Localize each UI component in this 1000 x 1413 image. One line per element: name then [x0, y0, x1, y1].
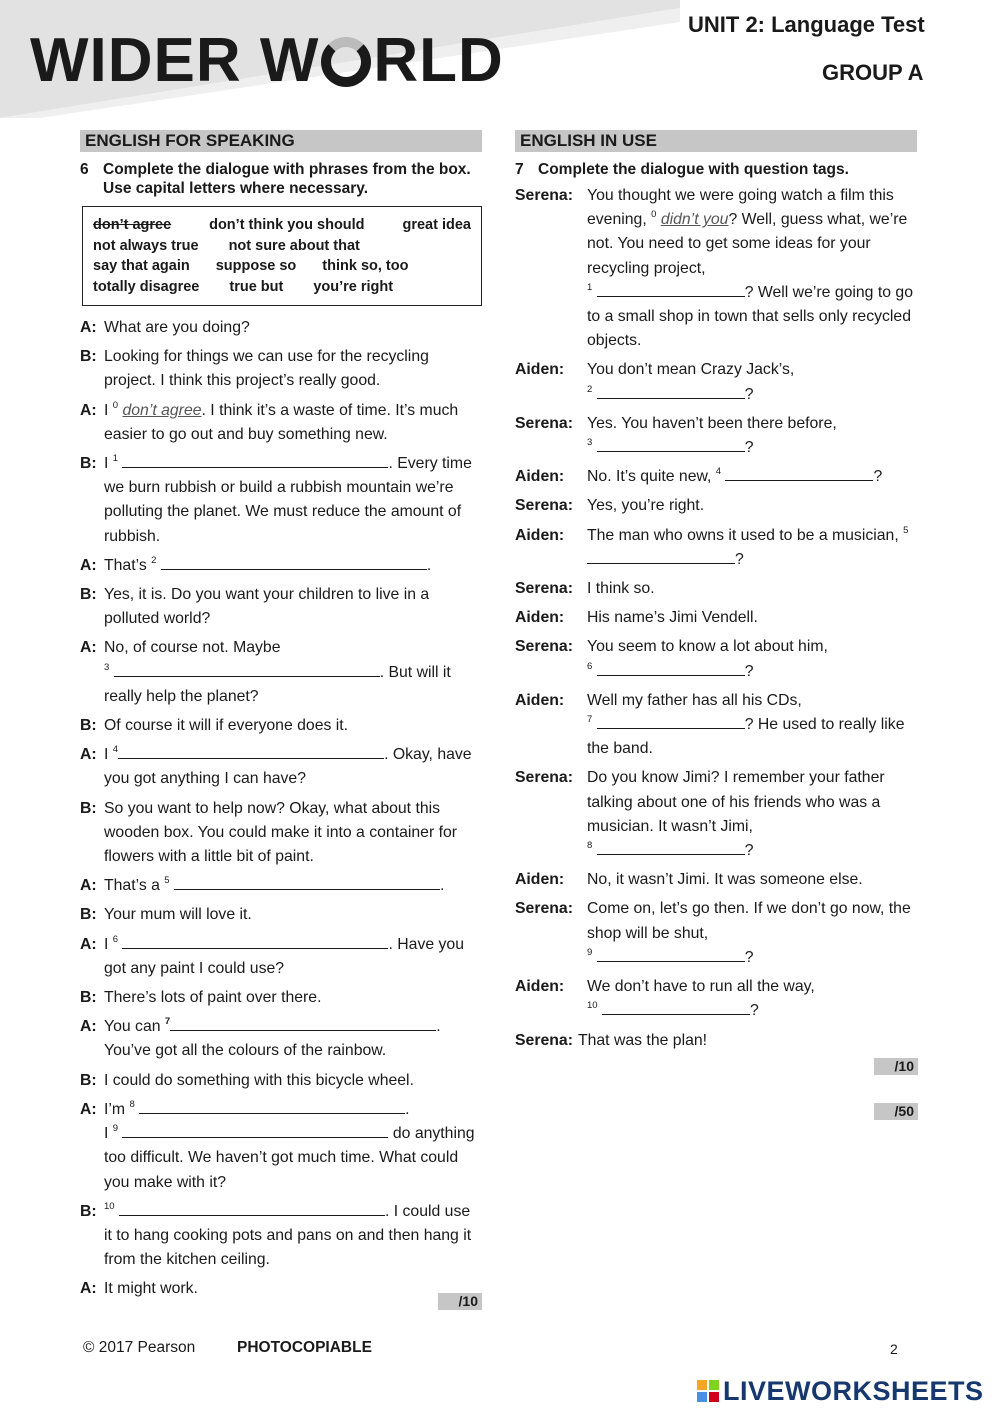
gap-number: 1 — [112, 453, 119, 465]
gap-number: 9 — [587, 946, 593, 958]
gap-number: 6 — [112, 933, 119, 945]
phrase-item: don’t agree — [93, 217, 172, 233]
section-title: ENGLISH IN USE — [515, 130, 917, 152]
phrase-item: totally disagree — [93, 278, 200, 295]
gap-number: 2 — [587, 383, 593, 395]
line-text: . I could use it to hang cooking pots and pans on and then hang it from the kitchen ceiling. — [104, 1202, 472, 1269]
line-text: I — [104, 1125, 109, 1143]
line-text: You can — [104, 1018, 161, 1036]
line-text: Come on, let’s go then. If we don’t go now, the shop will be shut, — [587, 900, 911, 942]
speaker-label: Serena: — [515, 497, 573, 515]
dialogue-line — [80, 903, 482, 927]
dialogue-line — [515, 494, 917, 518]
gap-number: 4 — [112, 744, 119, 756]
dialogue-line — [80, 399, 482, 447]
line-text: ? — [744, 439, 754, 457]
example-answer: didn’t you — [660, 211, 729, 229]
speaker-label: Aiden: — [515, 691, 565, 709]
answer-blank-2[interactable] — [161, 555, 427, 570]
line-text: Looking for things we can use for the recycling project. I think this project’s really good. — [104, 348, 429, 390]
line-text: ? — [744, 662, 754, 680]
exercise-number: 7 — [515, 161, 524, 178]
gap-number: 10 — [104, 1200, 115, 1212]
group-label: GROUP A — [822, 60, 924, 85]
answer-blank-6[interactable] — [122, 934, 388, 949]
answer-blank-1[interactable] — [122, 453, 388, 468]
speaker-label: A: — [80, 639, 97, 657]
dialogue-line — [80, 1069, 482, 1093]
score-box-total: /50 — [874, 1103, 918, 1120]
tag-blank-6[interactable] — [597, 661, 745, 676]
gap-number: 2 — [151, 554, 157, 566]
tag-blank-1[interactable] — [597, 282, 745, 297]
dialogue-line — [515, 635, 917, 683]
score-box-use: /10 — [874, 1058, 918, 1075]
answer-blank-3[interactable] — [114, 662, 380, 677]
dialogue-line — [80, 583, 482, 631]
line-text: ? Well we’re going to go to a small shop in town that sells only recycled objects. — [587, 283, 913, 350]
exercise-instruction — [515, 160, 917, 179]
instruction-text: Complete the dialogue with phrases from the box. Use capital letters where necessary. — [103, 161, 471, 197]
answer-blank-4[interactable] — [118, 744, 384, 759]
dialogue-line — [515, 868, 917, 892]
logo-ring-icon — [321, 37, 371, 87]
line-text: You thought we were going watch a film this evening, — [587, 187, 894, 229]
instruction-text: Complete the dialogue with question tags. — [538, 161, 849, 178]
line-text: Of course it will if everyone does it. — [104, 717, 349, 735]
copyright: © 2017 Pearson — [83, 1339, 196, 1356]
line-text: I — [104, 935, 109, 953]
speaker-label: Serena: — [515, 1031, 573, 1049]
score-box-speaking: /10 — [438, 1293, 482, 1310]
line-text: . But will it really help the planet? — [104, 663, 451, 705]
answer-blank-7[interactable] — [170, 1016, 436, 1031]
dialogue-line — [80, 743, 482, 791]
phrase-item: think so, too — [322, 258, 409, 274]
line-text: . Every time we burn rubbish or build a rubbish mountain we’re polluting the planet. We must reduce the amount of rubbish. — [104, 455, 472, 545]
answer-blank-8[interactable] — [139, 1099, 405, 1114]
line-text: ? Well, guess what, we’re not. You need to get some ideas for your recycling project, — [587, 211, 908, 277]
line-text: I could do something with this bicycle wheel. — [104, 1071, 414, 1089]
dialogue-line — [80, 636, 482, 709]
line-text: That’s — [104, 556, 147, 574]
line-text: ? — [744, 948, 754, 966]
phrase-item: you’re right — [313, 278, 394, 295]
line-text: . You’ve got all the colours of the rainbow. — [104, 1018, 441, 1060]
liveworksheets-logo[interactable] — [696, 1376, 984, 1407]
speaker-label: A: — [80, 746, 97, 764]
tag-blank-4[interactable] — [725, 466, 873, 481]
speaker-label: A: — [80, 556, 97, 574]
answer-blank-9[interactable] — [122, 1123, 388, 1138]
photocopiable-label: PHOTOCOPIABLE — [237, 1339, 372, 1356]
dialogue-line — [80, 1200, 482, 1273]
line-text: There’s lots of paint over there. — [104, 989, 322, 1007]
speaker-label: Serena: — [515, 187, 573, 204]
speaker-label: A: — [80, 935, 97, 953]
phrase-box — [82, 206, 482, 306]
line-text: . Okay, have you got anything I can have? — [104, 746, 472, 788]
gap-number: 10 — [587, 1000, 598, 1012]
gap-number: 8 — [587, 840, 593, 852]
phrase-item: not always true — [93, 237, 199, 254]
line-text: You seem to know a lot about him, — [587, 638, 828, 656]
speaker-label: Aiden: — [515, 468, 565, 486]
line-text: Yes. You haven’t been there before, — [587, 414, 837, 432]
example-answer: don’t agree — [122, 401, 202, 419]
brand-text: LIVEWORKSHEETS — [723, 1376, 984, 1406]
speaker-label: B: — [80, 586, 97, 604]
line-text: ? — [749, 1002, 759, 1020]
tag-blank-3[interactable] — [597, 437, 745, 452]
phrase-item: not sure about that — [228, 237, 360, 254]
line-text: What are you doing? — [104, 319, 250, 336]
dialogue-line — [80, 554, 482, 578]
line-text: That’s a — [104, 877, 160, 895]
speaker-label: A: — [80, 1280, 97, 1298]
line-text: We don’t have to run all the way, — [587, 978, 815, 996]
speaker-label: Aiden: — [515, 526, 565, 544]
speaker-label: Aiden: — [515, 978, 565, 996]
phrase-item: say that again — [93, 258, 190, 274]
gap-number: 3 — [104, 661, 110, 673]
gap-number: 7 — [164, 1016, 171, 1028]
exercise-instruction — [80, 160, 482, 198]
unit-title: UNIT 2: Language Test — [688, 12, 925, 37]
dialogue-line — [515, 766, 917, 863]
gap-number: 5 — [903, 524, 909, 536]
english-for-speaking-section — [80, 130, 482, 1307]
gap-number: 9 — [112, 1123, 119, 1135]
line-text: . — [426, 556, 432, 574]
tag-blank-10[interactable] — [602, 1000, 750, 1015]
dialogue-line — [80, 1015, 482, 1063]
line-text: ? — [744, 842, 754, 860]
gap-number: 4 — [715, 466, 722, 478]
page-number: 2 — [890, 1341, 898, 1357]
dialogue-line — [80, 1098, 482, 1195]
section-title: ENGLISH FOR SPEAKING — [80, 130, 482, 152]
dialogue-line — [515, 689, 917, 762]
tag-blank-7[interactable] — [597, 714, 745, 729]
line-text: Well my father has all his CDs, — [587, 691, 802, 709]
line-text: ? — [744, 385, 754, 403]
dialogue-line — [515, 577, 917, 601]
dialogue-line — [80, 874, 482, 898]
line-text: ? — [873, 468, 883, 486]
line-text: ? — [735, 550, 744, 568]
line-text: . I think it’s a waste of time. It’s much easier to go out and buy something new. — [104, 401, 459, 443]
dialogue-line — [515, 465, 917, 489]
line-text: It might work. — [104, 1280, 198, 1298]
line-text: ? He used to really like the band. — [587, 716, 905, 758]
dialogue-line — [80, 986, 482, 1010]
gap-number: 3 — [587, 437, 593, 449]
dialogue-line — [515, 975, 917, 1023]
speaker-label: A: — [80, 1100, 97, 1118]
line-text: You don’t mean Crazy Jack’s, — [587, 361, 795, 379]
phrase-item: great idea — [402, 217, 471, 233]
wider-world-logo: WIDER W RLD — [30, 26, 504, 95]
speaker-label: Serena: — [515, 580, 573, 598]
speaker-label: B: — [80, 906, 97, 924]
speaker-label: Aiden: — [515, 609, 565, 627]
gap-number: 6 — [587, 660, 593, 672]
dialogue-line — [515, 1029, 917, 1053]
gap-number: 1 — [587, 281, 593, 293]
speaker-label: A: — [80, 1018, 97, 1036]
speaker-label: B: — [80, 455, 97, 473]
dialogue-line — [515, 524, 917, 572]
tag-blank-8[interactable] — [597, 840, 745, 855]
english-in-use-section — [515, 130, 917, 1058]
line-text: I — [104, 746, 109, 764]
tag-blank-5[interactable] — [587, 549, 735, 564]
speaker-label: A: — [80, 319, 97, 336]
line-text: Yes, you’re right. — [587, 497, 705, 515]
dialogue-line — [515, 897, 917, 970]
line-text: . Have you got any paint I could use? — [104, 935, 464, 977]
speaker-label: Serena: — [515, 900, 573, 918]
liveworksheets-mark-icon — [696, 1379, 720, 1403]
line-text: Do you know Jimi? I remember your father talking about one of his friends who was a musician. It wasn’t Jimi, — [587, 769, 885, 835]
dialogue-line — [80, 316, 482, 340]
line-text: His name’s Jimi Vendell. — [587, 609, 758, 627]
speaker-label: B: — [80, 717, 97, 735]
speaker-label: A: — [80, 401, 97, 419]
line-text: do anything too difficult. We haven’t got much time. What could you make with it? — [104, 1125, 475, 1191]
dialogue-line — [80, 1277, 482, 1301]
gap-number: 8 — [129, 1098, 135, 1110]
dialogue-line — [515, 412, 917, 460]
line-text: I — [104, 455, 109, 473]
phrase-item: don’t think you should — [209, 217, 365, 233]
gap-number: 5 — [164, 875, 170, 887]
phrase-item: true but — [229, 278, 284, 295]
answer-blank-10[interactable] — [119, 1201, 385, 1216]
line-text: No. It’s quite new, — [587, 468, 712, 486]
dialogue-line — [80, 452, 482, 549]
gap-number: 7 — [587, 714, 593, 726]
speaker-label: Aiden: — [515, 361, 565, 379]
dialogue-line — [515, 358, 917, 406]
gap-number: 0 — [651, 209, 657, 221]
dialogue-line — [80, 797, 482, 870]
line-text: That was the plan! — [577, 1031, 708, 1049]
speaker-label: Serena: — [515, 638, 573, 656]
speaker-label: B: — [80, 1071, 97, 1089]
dialogue-line — [515, 606, 917, 630]
line-text: So you want to help now? Okay, what about this wooden box. You could make it into a container for flowers with a little bit of paint. — [104, 799, 458, 866]
tag-blank-2[interactable] — [597, 384, 745, 399]
line-text: No, of course not. Maybe — [104, 639, 281, 657]
dialogue-line — [515, 184, 917, 353]
line-text: I’m — [104, 1100, 126, 1118]
line-text: I think so. — [587, 580, 655, 598]
answer-blank-5[interactable] — [174, 875, 440, 890]
speaker-label: Serena: — [515, 769, 573, 787]
speaker-label: B: — [80, 989, 97, 1007]
line-text: No, it wasn’t Jimi. It was someone else. — [587, 871, 863, 889]
speaker-label: B: — [80, 348, 97, 366]
line-text: Yes, it is. Do you want your children to live in a polluted world? — [104, 586, 430, 628]
line-text: . — [405, 1100, 410, 1118]
exercise-number: 6 — [80, 161, 89, 178]
gap-number: 0 — [112, 399, 119, 411]
line-text: I — [104, 401, 109, 419]
phrase-item: suppose so — [215, 258, 297, 274]
speaker-label: Serena: — [515, 414, 573, 432]
speaker-label: B: — [80, 1202, 97, 1220]
speaker-label: B: — [80, 799, 97, 817]
line-text: Your mum will love it. — [104, 906, 252, 924]
line-text: The man who owns it used to be a musician, — [587, 526, 899, 544]
dialogue-line — [80, 714, 482, 738]
tag-blank-9[interactable] — [597, 947, 745, 962]
speaker-label: A: — [80, 877, 97, 895]
speaker-label: Aiden: — [515, 871, 565, 889]
line-text: . — [439, 877, 445, 895]
dialogue-line — [80, 345, 482, 393]
dialogue-line — [80, 933, 482, 981]
